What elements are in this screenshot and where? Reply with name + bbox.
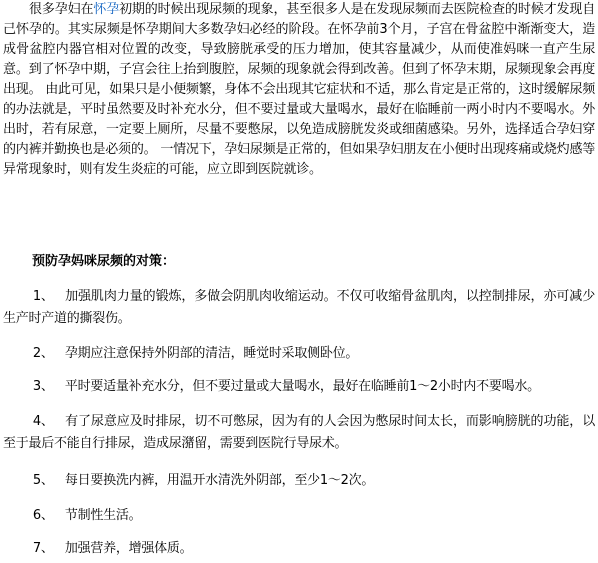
item-number: 7、 bbox=[32, 541, 54, 556]
intro-text-start: 很多孕妇在 bbox=[29, 2, 94, 17]
item-number: 2、 bbox=[32, 346, 54, 361]
list-item bbox=[3, 343, 595, 365]
item-text: 加强营养，增强体质。 bbox=[64, 541, 193, 556]
list-item bbox=[3, 376, 595, 398]
item-number: 3、 bbox=[32, 379, 54, 394]
item-text: 节制性生活。 bbox=[64, 508, 142, 523]
item-number: 4、 bbox=[32, 414, 54, 429]
item-text: 每日要换洗内裤，用温开水清洗外阴部，至少1～2次。 bbox=[64, 473, 375, 488]
item-number: 1、 bbox=[32, 289, 54, 304]
list-item bbox=[3, 470, 595, 492]
item-text: 孕期应注意保持外阴部的清洁，睡觉时采取侧卧位。 bbox=[64, 346, 359, 361]
section-heading: 预防孕妈咪尿频的对策： bbox=[32, 254, 176, 269]
pregnancy-link[interactable]: 怀孕 bbox=[93, 2, 120, 17]
item-text: 有了尿意应及时排尿，切不可憋尿，因为有的人会因为憋尿时间太长，而影响膀胱的功能，以至于最后不能自行排尿，造成尿潴留，需要到医院行导尿术。 bbox=[3, 414, 595, 451]
list-item bbox=[3, 505, 595, 527]
intro-text-rest: 初期的时候出现尿频的现象，甚至很多人是在发现尿频而去医院检查的时候才发现自己怀孕的。其实尿频是怀孕期间大多数孕妇必经的阶段。在怀孕前3个月，子宫在骨盆腔中渐渐变大，造成骨盆腔内器官相对位置的改变，导致膀胱承受的压力增加，使其容量减少，从而使准妈咪一直产生尿意。到了怀孕中期，子宫会往上抬到腹腔，尿频的现象就会得到改善。但到了怀孕末期，尿频现象会再度出现。 由此可见，如果只是小便频繁，身体不会出现其它症状和不适，那么肯定是正常的，这时缓解尿频的办法就是，平时虽然要及时补充水分，但不要过量或大量喝水，最好在临睡前一两小时内不要喝水。外出时，若有尿意，一定要上厕所，尽量不要憋尿，以免造成膀胱发炎或细菌感染。另外，选择适合孕妇穿的内裤并勤换也是必须的。 一情况下，孕妇尿频是正常的，但如果孕妇朋友在小便时出现疼痛或烧灼感等异常现象时，则有发生炎症的可能，应立即到医院就诊。 bbox=[3, 2, 595, 177]
list-item bbox=[3, 538, 595, 560]
list-item bbox=[3, 411, 595, 455]
list-item bbox=[3, 286, 595, 330]
item-number: 5、 bbox=[32, 473, 54, 488]
item-text: 平时要适量补充水分，但不要过量或大量喝水，最好在临睡前1～2小时内不要喝水。 bbox=[64, 379, 540, 394]
intro-paragraph bbox=[3, 0, 595, 180]
item-number: 6、 bbox=[32, 508, 54, 523]
item-text: 加强肌肉力量的锻炼，多做会阴肌肉收缩运动。不仅可收缩骨盆肌肉，以控制排尿，亦可减少生产时产道的撕裂伤。 bbox=[3, 289, 595, 326]
